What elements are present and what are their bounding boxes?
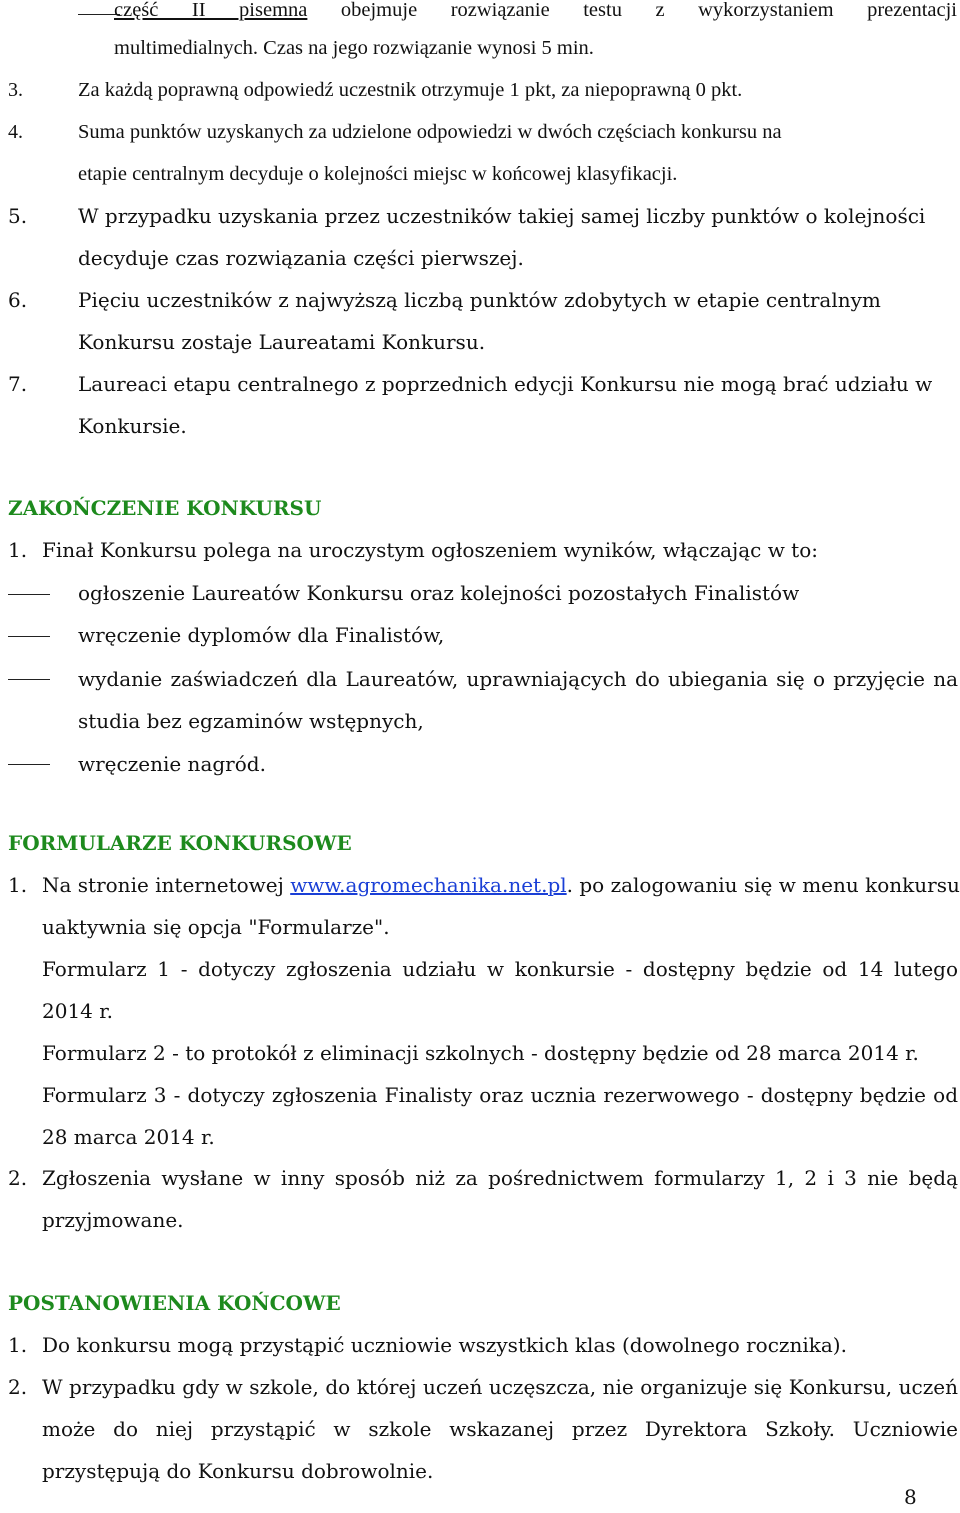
bullet-dash-marker	[8, 679, 50, 680]
text-fragment: . po zalogowaniu się w menu konkursu	[566, 873, 960, 897]
list-text: przyjmowane.	[42, 1208, 184, 1232]
bullet-dash-marker	[8, 594, 50, 595]
list-text: Zgłoszenia wysłane w inny sposób niż za pośrednictwem formularzy 1, 2 i 3 nie będą	[42, 1166, 958, 1190]
website-link[interactable]: www.agromechanika.net.pl	[290, 873, 567, 897]
bullet-text: wręczenie dyplomów dla Finalistów,	[78, 623, 445, 647]
list-text: uaktywnia się opcja "Formularze".	[42, 915, 390, 939]
list-number: 2.	[8, 1375, 28, 1399]
list-text: W przypadku uzyskania przez uczestników takiej samej liczby punktów o kolejności	[78, 204, 926, 228]
list-number: 1.	[8, 1333, 28, 1357]
form-description: Formularz 1 - dotyczy zgłoszenia udziału w konkursie - dostępny będzie od 14 lutego	[42, 957, 958, 981]
list-text: może do niej przystąpić w szkole wskazanej przez Dyrektora Szkoły. Uczniowie	[42, 1417, 958, 1441]
list-number: 1.	[8, 538, 28, 562]
section-heading: FORMULARZE KONKURSOWE	[8, 831, 352, 855]
list-text: Pięciu uczestników z najwyższą liczbą punktów zdobytych w etapie centralnym	[78, 288, 881, 312]
form-description: 28 marca 2014 r.	[42, 1125, 215, 1149]
form-description: 2014 r.	[42, 999, 113, 1023]
list-text: Do konkursu mogą przystąpić uczniowie wszystkich klas (dowolnego rocznika).	[42, 1333, 847, 1357]
list-text	[42, 871, 960, 899]
form-description: Formularz 3 - dotyczy zgłoszenia Finalisty oraz ucznia rezerwowego - dostępny będzie od	[42, 1083, 958, 1107]
list-number: 5.	[8, 204, 28, 228]
bullet-dash-marker	[8, 636, 50, 637]
bullet-dash-marker	[8, 764, 50, 765]
list-text: Konkursu zostaje Laureatami Konkursu.	[78, 330, 486, 354]
form-description: Formularz 2 - to protokół z eliminacji szkolnych - dostępny będzie od 28 marca 2014 r.	[42, 1041, 919, 1065]
list-number: 7.	[8, 372, 28, 396]
section-heading: POSTANOWIENIA KOŃCOWE	[8, 1291, 341, 1315]
list-text: W przypadku gdy w szkole, do której uczeń uczęszcza, nie organizuje się Konkursu, uczeń	[42, 1375, 958, 1399]
list-number: 4.	[8, 121, 23, 143]
list-text: etapie centralnym decyduje o kolejności miejsc w końcowej klasyfikacji.	[78, 163, 678, 185]
bullet-text: studia bez egzaminów wstępnych,	[78, 709, 424, 733]
list-text: Suma punktów uzyskanych za udzielone odpowiedzi w dwóch częściach konkursu na	[78, 121, 782, 143]
list-number: 1.	[8, 873, 28, 897]
list-text: decyduje czas rozwiązania części pierwszej.	[78, 246, 524, 270]
bullet-text: ogłoszenie Laureatów Konkursu oraz kolejności pozostałych Finalistów	[78, 581, 800, 605]
list-text: Konkursie.	[78, 414, 187, 438]
bullet-text: wydanie zaświadczeń dla Laureatów, uprawniających do ubiegania się o przyjęcie na	[78, 667, 958, 691]
section-heading: ZAKOŃCZENIE KONKURSU	[8, 496, 322, 520]
list-number: 6.	[8, 288, 28, 312]
page-number: 8	[904, 1485, 917, 1509]
list-text: Laureaci etapu centralnego z poprzednich edycji Konkursu nie mogą brać udziału w	[78, 372, 933, 396]
text-fragment: Na stronie internetowej	[42, 873, 284, 897]
list-text: Za każdą poprawną odpowiedź uczestnik otrzymuje 1 pkt, za niepoprawną 0 pkt.	[78, 79, 743, 101]
list-text	[114, 0, 957, 24]
list-text-rest: obejmuje rozwiązanie testu z wykorzystaniem prezentacji	[340, 0, 957, 21]
list-text: Finał Konkursu polega na uroczystym ogłoszeniem wyników, włączając w to:	[42, 538, 818, 562]
bullet-text: wręczenie nagród.	[78, 752, 266, 776]
list-text: przystępują do Konkursu dobrowolnie.	[42, 1459, 434, 1483]
list-number: 2.	[8, 1166, 28, 1190]
list-text: multimedialnych. Czas na jego rozwiązanie wynosi 5 min.	[114, 37, 594, 59]
underlined-part-label: część II pisemna	[114, 0, 308, 21]
list-number: 3.	[8, 79, 23, 101]
